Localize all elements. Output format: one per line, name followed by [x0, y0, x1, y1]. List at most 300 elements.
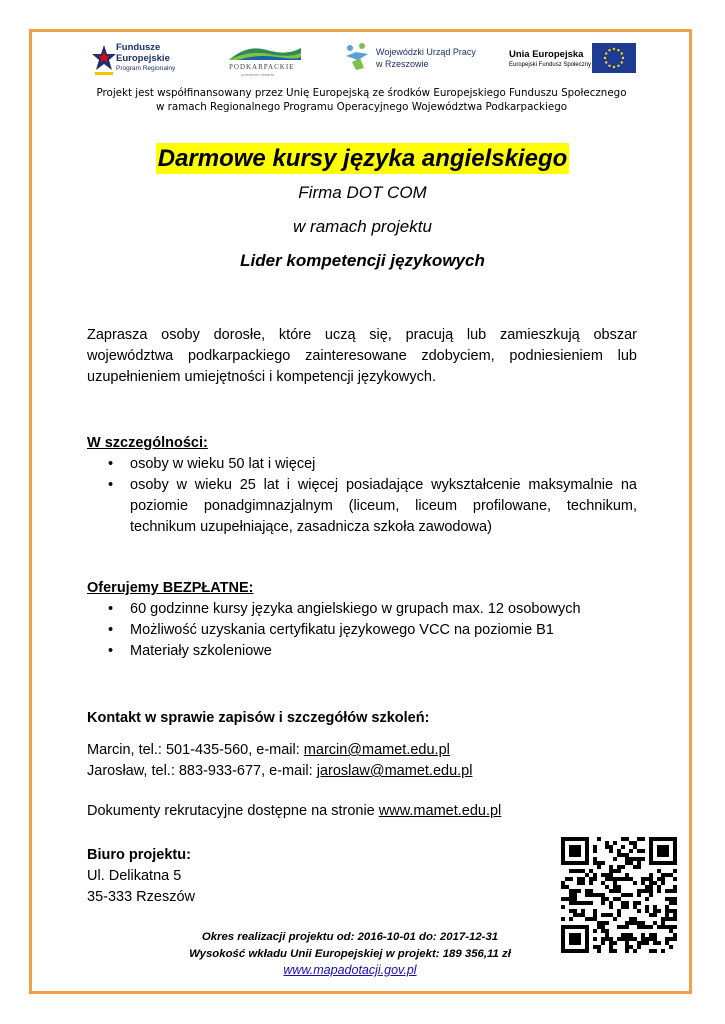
- list-item: • Materiały szkoleniowe: [87, 641, 637, 662]
- qr-module: [665, 925, 669, 929]
- contact-row: [87, 740, 637, 761]
- qr-module: [601, 873, 605, 877]
- qr-module: [617, 865, 621, 869]
- qr-module: [661, 917, 665, 921]
- podkarpackie-name: PODKARPACKIE: [229, 63, 295, 71]
- qr-module: [605, 841, 609, 845]
- qr-module: [597, 921, 601, 925]
- eu-star: [605, 61, 607, 63]
- qr-module: [637, 837, 641, 841]
- qr-module: [641, 837, 645, 841]
- qr-module: [629, 921, 633, 925]
- qr-module: [637, 925, 641, 929]
- qr-module: [669, 945, 673, 949]
- qr-module: [613, 869, 617, 873]
- qr-module: [613, 881, 617, 885]
- qr-module: [625, 921, 629, 925]
- documents-line: [87, 801, 637, 822]
- qr-module: [649, 913, 653, 917]
- qr-module: [617, 913, 621, 917]
- qr-module: [613, 917, 617, 921]
- qr-module: [585, 917, 589, 921]
- qr-module: [625, 837, 629, 841]
- qr-module: [613, 857, 617, 861]
- qr-module: [653, 933, 657, 937]
- qr-module: [625, 937, 629, 941]
- mapadotacji-link[interactable]: www.mapadotacji.gov.pl: [283, 963, 417, 977]
- email-link[interactable]: marcin@mamet.edu.pl: [303, 742, 450, 758]
- contact-details: Jarosław, tel.: 883-933-677, e-mail:: [87, 763, 317, 779]
- qr-module: [569, 889, 573, 893]
- qr-module: [637, 901, 641, 905]
- qr-module: [585, 901, 589, 905]
- qr-module: [621, 865, 625, 869]
- qr-module: [621, 853, 625, 857]
- qr-module: [597, 945, 601, 949]
- qr-module: [673, 901, 677, 905]
- qr-module: [577, 889, 581, 893]
- qr-module: [593, 873, 597, 877]
- qr-module: [593, 945, 597, 949]
- eu-star: [621, 61, 623, 63]
- eu-star: [608, 49, 610, 51]
- qr-module: [597, 949, 601, 953]
- qr-module: [661, 877, 665, 881]
- office-heading: Biuro projektu:: [87, 847, 191, 863]
- podkarpackie-logo: [227, 40, 307, 82]
- qr-module: [589, 893, 593, 897]
- qr-module: [625, 949, 629, 953]
- qr-module: [641, 933, 645, 937]
- qr-module: [649, 889, 653, 893]
- qr-module: [637, 889, 641, 893]
- qr-module: [657, 889, 661, 893]
- qr-module: [573, 897, 577, 901]
- target-section: [87, 433, 637, 538]
- qr-module: [589, 889, 593, 893]
- qr-module: [597, 837, 601, 841]
- qr-module: [641, 941, 645, 945]
- qr-module: [641, 849, 645, 853]
- qr-module: [657, 877, 661, 881]
- qr-module: [629, 893, 633, 897]
- qr-module: [569, 917, 573, 921]
- qr-module: [593, 845, 597, 849]
- offer-section: [87, 578, 637, 662]
- eu-star: [622, 57, 624, 59]
- qr-module: [609, 905, 613, 909]
- qr-module: [605, 921, 609, 925]
- qr-module: [633, 881, 637, 885]
- qr-module: [649, 933, 653, 937]
- qr-module: [581, 877, 585, 881]
- qr-module: [653, 909, 657, 913]
- qr-module: [669, 873, 673, 877]
- qr-module: [661, 921, 665, 925]
- qr-module: [629, 937, 633, 941]
- eu-star: [605, 52, 607, 54]
- qr-module: [569, 893, 573, 897]
- qr-module: [653, 941, 657, 945]
- qr-module: [633, 865, 637, 869]
- qr-module: [649, 893, 653, 897]
- eu-star: [617, 65, 619, 67]
- website-link[interactable]: www.mamet.edu.pl: [378, 803, 502, 819]
- qr-module: [597, 865, 601, 869]
- qr-module: [665, 889, 669, 893]
- qr-module: [625, 853, 629, 857]
- qr-module: [649, 873, 653, 877]
- qr-module: [605, 845, 609, 849]
- qr-module: [637, 857, 641, 861]
- qr-module: [609, 949, 613, 953]
- qr-module: [601, 937, 605, 941]
- wup-logo: [342, 40, 502, 82]
- qr-module: [633, 905, 637, 909]
- qr-module: [673, 933, 677, 937]
- qr-module: [593, 913, 597, 917]
- qr-module: [577, 881, 581, 885]
- target-heading: W szczególności:: [87, 435, 208, 451]
- qr-module: [637, 921, 641, 925]
- qr-module: [569, 869, 573, 873]
- qr-module: [601, 901, 605, 905]
- qr-module: [573, 893, 577, 897]
- qr-module: [645, 941, 649, 945]
- qr-module: [561, 917, 565, 921]
- qr-module: [653, 913, 657, 917]
- list-item: • 60 godzinne kursy języka angielskiego w grupach max. 12 osobowych: [87, 599, 637, 620]
- qr-module: [605, 897, 609, 901]
- qr-module: [609, 865, 613, 869]
- unia-europejska-logo: [507, 40, 637, 82]
- qr-module: [617, 937, 621, 941]
- qr-module: [629, 861, 633, 865]
- wup-figures-icon: [342, 42, 372, 72]
- qr-module: [657, 869, 661, 873]
- qr-module: [605, 885, 609, 889]
- qr-module: [653, 949, 657, 953]
- qr-module: [629, 933, 633, 937]
- qr-module: [665, 937, 669, 941]
- qr-module: [621, 837, 625, 841]
- qr-module: [669, 897, 673, 901]
- qr-module: [629, 917, 633, 921]
- qr-module: [561, 897, 565, 901]
- qr-module: [665, 905, 669, 909]
- qr-module: [573, 909, 577, 913]
- qr-module: [565, 897, 569, 901]
- qr-module: [593, 849, 597, 853]
- qr-module: [665, 941, 669, 945]
- qr-module: [665, 897, 669, 901]
- qr-module: [645, 925, 649, 929]
- qr-module: [605, 933, 609, 937]
- email-link[interactable]: jaroslaw@mamet.edu.pl: [316, 763, 473, 779]
- qr-module: [597, 861, 601, 865]
- qr-module: [573, 869, 577, 873]
- qr-module: [669, 909, 673, 913]
- eu-star: [608, 65, 610, 67]
- qr-module: [657, 845, 669, 857]
- eu-star: [613, 48, 615, 50]
- qr-module: [569, 933, 581, 945]
- list-item: • osoby w wieku 50 lat i więcej: [87, 454, 637, 475]
- qr-module: [637, 849, 641, 853]
- qr-module: [617, 853, 621, 857]
- contact-heading: Kontakt w sprawie zapisów i szczegółów szkoleń:: [87, 710, 430, 726]
- qr-module: [609, 913, 613, 917]
- qr-module: [645, 937, 649, 941]
- qr-module: [581, 881, 585, 885]
- qr-module: [633, 921, 637, 925]
- qr-module: [673, 925, 677, 929]
- qr-module: [601, 893, 605, 897]
- fe-star-icon: [92, 43, 116, 77]
- qr-module: [569, 877, 573, 881]
- qr-module: [609, 941, 613, 945]
- qr-module: [593, 877, 597, 881]
- documents-text: Dokumenty rekrutacyjne dostępne na stronie: [87, 803, 379, 819]
- qr-module: [625, 877, 629, 881]
- qr-module: [625, 945, 629, 949]
- qr-module: [653, 905, 657, 909]
- qr-module: [585, 889, 589, 893]
- qr-module: [673, 869, 677, 873]
- qr-module: [621, 925, 625, 929]
- qr-module: [621, 901, 625, 905]
- qr-module: [621, 845, 625, 849]
- qr-module: [645, 877, 649, 881]
- qr-module: [621, 893, 625, 897]
- qr-module: [637, 909, 641, 913]
- qr-module: [657, 885, 661, 889]
- qr-module: [609, 901, 613, 905]
- qr-module: [625, 873, 629, 877]
- qr-module: [605, 877, 609, 881]
- qr-module: [609, 845, 613, 849]
- qr-code: [561, 837, 677, 953]
- qr-module: [613, 949, 617, 953]
- qr-module: [613, 889, 617, 893]
- qr-module: [621, 905, 625, 909]
- qr-module: [589, 881, 593, 885]
- qr-module: [613, 841, 617, 845]
- qr-module: [633, 949, 637, 953]
- qr-module: [657, 909, 661, 913]
- fe-line3: Program Regionalny: [116, 65, 176, 72]
- qr-module: [625, 933, 629, 937]
- qr-module: [561, 881, 565, 885]
- qr-module: [641, 937, 645, 941]
- qr-module: [641, 857, 645, 861]
- project-intro: w ramach projektu: [293, 217, 432, 236]
- podkarpackie-tagline: przestrzeń otwarta: [241, 72, 274, 77]
- eu-star: [613, 66, 615, 68]
- footer: [160, 929, 540, 980]
- qr-module: [661, 881, 665, 885]
- qr-module: [629, 857, 633, 861]
- qr-module: [665, 913, 669, 917]
- contact-details: Marcin, tel.: 501-435-560, e-mail:: [87, 742, 304, 758]
- fundusze-europejskie-logo: [92, 40, 202, 82]
- qr-module: [569, 901, 573, 905]
- qr-module: [609, 873, 613, 877]
- qr-module: [645, 897, 649, 901]
- qr-module: [577, 877, 581, 881]
- qr-module: [617, 849, 621, 853]
- qr-module: [625, 893, 629, 897]
- funding-note-line2: w ramach Regionalnego Programu Operacyjnego Województwa Podkarpackiego: [155, 101, 568, 113]
- qr-module: [673, 889, 677, 893]
- qr-module: [601, 913, 605, 917]
- qr-module: [605, 873, 609, 877]
- qr-module: [569, 845, 581, 857]
- qr-module: [593, 917, 597, 921]
- qr-module: [613, 897, 617, 901]
- qr-module: [641, 877, 645, 881]
- qr-module: [605, 937, 609, 941]
- list-item: • Możliwość uzyskania certyfikatu językowego VCC na poziomie B1: [87, 620, 637, 641]
- qr-module: [673, 937, 677, 941]
- qr-module: [609, 945, 613, 949]
- qr-module: [637, 861, 641, 865]
- qr-module: [625, 941, 629, 945]
- eu-star: [621, 52, 623, 54]
- qr-module: [629, 945, 633, 949]
- qr-module: [665, 873, 669, 877]
- qr-module: [585, 873, 589, 877]
- qr-module: [617, 885, 621, 889]
- qr-module: [601, 881, 605, 885]
- logo-strip: [92, 40, 637, 82]
- qr-module: [593, 937, 597, 941]
- qr-module: [609, 849, 613, 853]
- qr-module: [617, 869, 621, 873]
- wup-line2: w Rzeszowie: [376, 59, 429, 69]
- qr-module: [561, 885, 565, 889]
- qr-module: [617, 889, 621, 893]
- contact-list: [87, 740, 637, 782]
- qr-module: [581, 901, 585, 905]
- qr-module: [669, 925, 673, 929]
- qr-module: [609, 877, 613, 881]
- funding-note: [60, 86, 663, 114]
- qr-module: [589, 869, 593, 873]
- qr-module: [621, 937, 625, 941]
- qr-module: [657, 941, 661, 945]
- wup-line1: Wojewódzki Urząd Pracy: [376, 47, 476, 57]
- qr-module: [649, 937, 653, 941]
- qr-module: [601, 921, 605, 925]
- qr-module: [577, 869, 581, 873]
- qr-module: [637, 941, 641, 945]
- qr-module: [669, 901, 673, 905]
- qr-module: [665, 917, 669, 921]
- qr-module: [661, 873, 665, 877]
- qr-module: [637, 893, 641, 897]
- qr-module: [569, 897, 573, 901]
- qr-module: [669, 929, 673, 933]
- qr-module: [605, 913, 609, 917]
- qr-module: [613, 877, 617, 881]
- qr-module: [649, 877, 653, 881]
- qr-module: [625, 901, 629, 905]
- project-period: Okres realizacji projektu od: 2016-10-01 do: 2017-12-31: [201, 931, 499, 943]
- qr-module: [673, 909, 677, 913]
- qr-module: [669, 917, 673, 921]
- qr-module: [561, 905, 565, 909]
- qr-module: [593, 861, 597, 865]
- qr-module: [601, 941, 605, 945]
- eu-star: [604, 57, 606, 59]
- qr-module: [617, 897, 621, 901]
- ue-line1: Unia Europejska: [509, 49, 584, 60]
- qr-module: [621, 933, 625, 937]
- qr-module: [649, 881, 653, 885]
- qr-module: [589, 877, 593, 881]
- qr-module: [673, 885, 677, 889]
- company-name: Firma DOT COM: [298, 183, 427, 202]
- qr-module: [653, 881, 657, 885]
- qr-module: [629, 841, 633, 845]
- qr-module: [589, 917, 593, 921]
- qr-module: [565, 885, 569, 889]
- qr-module: [613, 885, 617, 889]
- qr-module: [613, 941, 617, 945]
- qr-module: [629, 849, 633, 853]
- qr-module: [665, 909, 669, 913]
- qr-module: [601, 897, 605, 901]
- intro-paragraph: Zaprasza osoby dorosłe, które uczą się, pracują lub zamieszkują obszar województwa podkarpackiego zainteresowane zdobyciem, podniesieniem lub uzupełnieniem umiejętności i kompetencji językowych.: [87, 327, 637, 385]
- eu-flag-icon: [592, 43, 636, 73]
- qr-module: [645, 909, 649, 913]
- qr-module: [597, 925, 601, 929]
- qr-module: [593, 909, 597, 913]
- podkarpackie-hills-icon: [227, 40, 303, 62]
- qr-module: [573, 913, 577, 917]
- qr-module: [649, 885, 653, 889]
- qr-module: [633, 901, 637, 905]
- qr-module: [577, 913, 581, 917]
- qr-module: [633, 845, 637, 849]
- qr-module: [633, 841, 637, 845]
- qr-module: [577, 901, 581, 905]
- qr-module: [573, 901, 577, 905]
- qr-module: [649, 949, 653, 953]
- offer-heading: Oferujemy BEZPŁATNE:: [87, 580, 254, 596]
- office-street: Ul. Delikatna 5: [87, 868, 182, 884]
- qr-module: [669, 937, 673, 941]
- funding-note-line1: Projekt jest współfinansowany przez Unię Europejską ze środków Europejskiego Funduszu Społecznego: [96, 87, 627, 99]
- qr-module: [645, 905, 649, 909]
- qr-module: [673, 877, 677, 881]
- qr-module: [637, 945, 641, 949]
- qr-module: [617, 877, 621, 881]
- qr-module: [641, 889, 645, 893]
- qr-module: [609, 937, 613, 941]
- qr-module: [609, 869, 613, 873]
- qr-module: [641, 921, 645, 925]
- qr-module: [653, 921, 657, 925]
- qr-module: [573, 889, 577, 893]
- qr-module: [625, 857, 629, 861]
- qr-module: [601, 929, 605, 933]
- qr-module: [601, 861, 605, 865]
- qr-module: [621, 877, 625, 881]
- qr-module: [673, 913, 677, 917]
- qr-module: [601, 925, 605, 929]
